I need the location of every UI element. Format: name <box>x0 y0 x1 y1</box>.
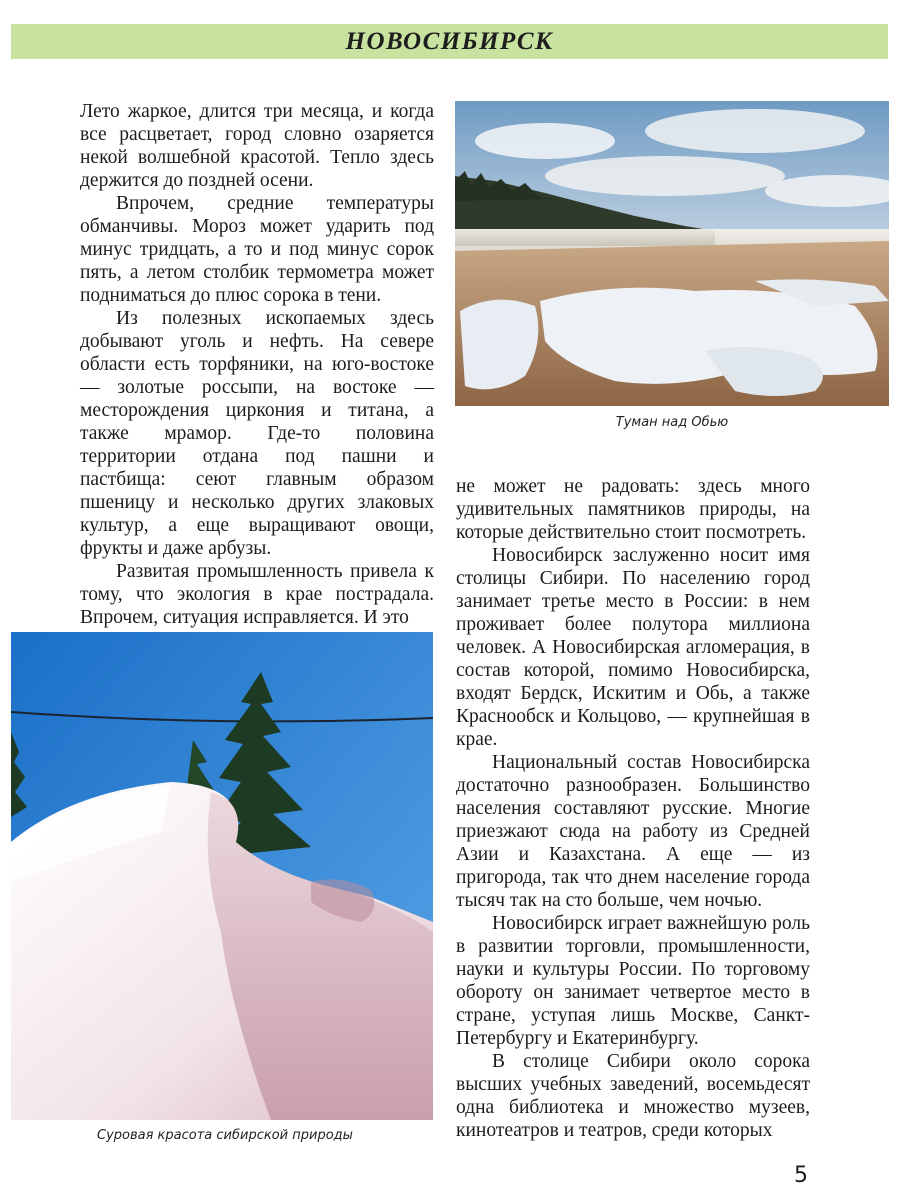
paragraph: Развитая промышленность привела к тому, что экология в крае пострадала. Впрочем, ситуация исправляется. И это <box>80 561 434 628</box>
left-text-column <box>80 100 434 629</box>
paragraph: В столице Сибири около сорока высших учебных заведений, восемьдесят одна библиотека и множество музеев, кинотеатров и театров, среди которых <box>456 1051 810 1141</box>
paragraph: Лето жаркое, длится три месяца, и когда все расцветает, город словно озаряется некой волшебной красотой. Тепло здесь держится до поздней осени. <box>80 101 434 191</box>
photo-caption-snow: Суровая красота сибирской природы <box>97 1128 353 1143</box>
chapter-header-bar <box>11 24 888 59</box>
photo-siberian-snow <box>11 632 433 1120</box>
right-text-column <box>456 475 810 1142</box>
photo-fog-over-ob <box>455 101 889 406</box>
page-number: 5 <box>794 1163 808 1188</box>
paragraph: не может не радовать: здесь много удивительных памятников природы, на которые действительно стоит посмотреть. <box>456 476 810 543</box>
paragraph: Национальный состав Новосибирска достаточно разнообразен. Большинство населения составляют русские. Многие приезжают сюда на работу из Средней Азии и Казахстана. А еще — из пригорода, так что днем население города тысяч так на сто больше, чем ночью. <box>456 752 810 911</box>
paragraph: Впрочем, средние температуры обманчивы. Мороз может ударить под минус тридцать, а то и под минус сорок пять, а летом столбик термометра может подниматься до плюс сорока в тени. <box>80 193 434 306</box>
paragraph: Новосибирск заслуженно носит имя столицы Сибири. По населению город занимает третье место в России: в нем проживает более полутора миллиона человек. А Новосибирская агломерация, в состав которой, помимо Новосибирска, входят Бердск, Искитим и Обь, а также Краснообск и Кольцово, — крупнейшая в крае. <box>456 545 810 750</box>
photo-caption-fog: Туман над Обью <box>615 415 729 430</box>
chapter-title: НОВОСИБИРСК <box>345 27 554 55</box>
paragraph: Новосибирск играет важнейшую роль в развитии торговли, промышленности, науки и культуры России. По торговому обороту он занимает четвертое место в стране, уступая лишь Москве, Санкт-Петербургу и Екатеринбургу. <box>456 913 810 1049</box>
paragraph: Из полезных ископаемых здесь добывают уголь и нефть. На севере области есть торфяники, на юго-востоке — золотые россыпи, на востоке — месторождения циркония и титана, а также мрамор. Где-то половина территории отдана под пашни и пастбища: сеют главным образом пшеницу и несколько других злаковых культур, а еще выращивают овощи, фрукты и даже арбузы. <box>80 308 434 559</box>
